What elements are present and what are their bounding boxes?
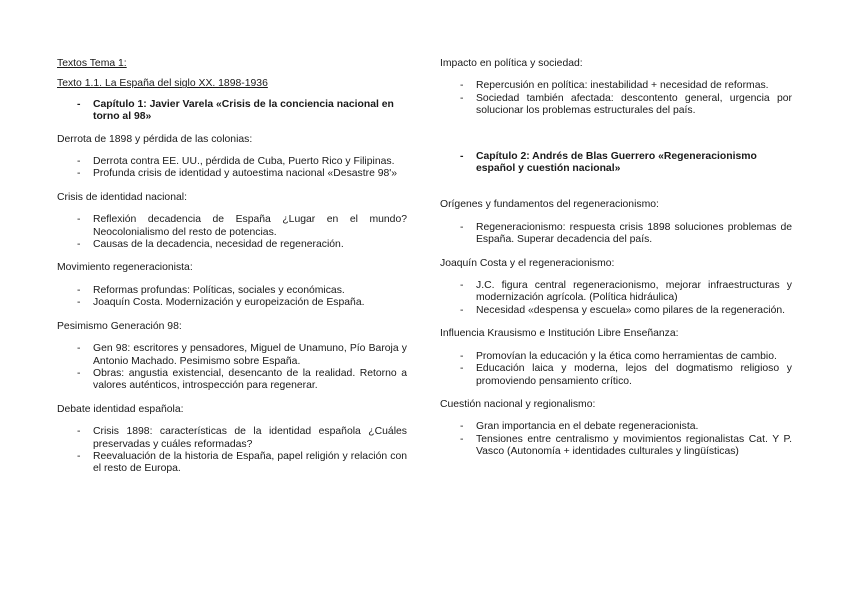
bullet-list [440,80,792,117]
list-item: - J.C. figura central regeneracionismo, mejorar infraestructuras y modernización agrícola. (Política hidráulica) [460,280,792,305]
bullet-list [440,421,792,458]
list-item: - Gen 98: escritores y pensadores, Miguel de Unamuno, Pío Baroja y Antonio Machado. Pesimismo sobre España. [77,343,407,368]
list-item: - Crisis 1898: características de la identidad española ¿Cuáles preservadas y cuáles reformadas? [77,426,407,451]
section-heading: Orígenes y fundamentos del regeneracionismo: [440,199,659,211]
list-item: - Reevaluación de la historia de España, papel religión y relación con el resto de Europa. [77,451,407,476]
list-item: - Promovían la educación y la ética como herramientas de cambio. [460,351,792,363]
section-heading: Pesimismo Generación 98: [57,320,182,332]
chapter-list [57,99,407,124]
list-item: - Necesidad «despensa y escuela» como pilares de la regeneración. [460,305,792,317]
list-item: - Joaquín Costa. Modernización y europeización de España. [77,297,407,309]
bullet-list [57,426,407,476]
list-item: - Reformas profundas: Políticas, sociales y económicas. [77,285,407,297]
list-item: - Tensiones entre centralismo y movimientos regionalistas Cat. Y P. Vasco (Autonomía + identidades culturales y lingüísticas) [460,434,792,459]
bullet-list [440,351,792,388]
document-title: Textos Tema 1: [57,58,127,69]
section-heading: Movimiento regeneracionista: [57,262,193,274]
list-item: - Derrota contra EE. UU., pérdida de Cuba, Puerto Rico y Filipinas. [77,156,407,168]
section-heading: Joaquín Costa y el regeneracionismo: [440,257,615,269]
bullet-list [440,280,792,317]
list-item: - Educación laica y moderna, lejos del dogmatismo religioso y promoviendo pensamiento crítico. [460,363,792,388]
list-item: - Regeneracionismo: respuesta crisis 1898 soluciones problemas de España. Superar decadencia del país. [460,222,792,247]
document-subtitle: Texto 1.1. La España del siglo XX. 1898-1936 [57,78,268,90]
bullet-list [440,222,792,247]
list-item: - Reflexión decadencia de España ¿Lugar en el mundo? Neocolonialismo del resto de potencias. [77,214,407,239]
list-item: - Repercusión en política: inestabilidad + necesidad de reformas. [460,80,792,92]
bullet-list [57,285,407,310]
spacer [440,129,792,151]
section-heading: Derrota de 1898 y pérdida de las colonias: [57,133,253,145]
bullet-list [57,214,407,251]
right-column [440,58,792,470]
section-heading: Crisis de identidad nacional: [57,191,187,203]
list-item: - Gran importancia en el debate regeneracionista. [460,421,792,433]
list-item: - Profunda crisis de identidad y autoestima nacional «Desastre 98'» [77,168,407,180]
section-heading: Debate identidad española: [57,403,184,415]
bullet-list [57,156,407,181]
chapter-1-title: - Capítulo 1: Javier Varela «Crisis de la conciencia nacional en torno al 98» [77,99,407,124]
chapter-list [440,151,792,176]
list-item: - Obras: angustia existencial, desencanto de la realidad. Retorno a valores auténticos, introspección para regenerar. [77,368,407,393]
chapter-2-title: - Capítulo 2: Andrés de Blas Guerrero «Regeneracionismo español y cuestión nacional» [460,151,792,176]
section-heading: Influencia Krausismo e Institución Libre Enseñanza: [440,328,679,340]
list-item: - Sociedad también afectada: descontento general, urgencia por solucionar los problemas estructurales del país. [460,93,792,118]
list-item: - Causas de la decadencia, necesidad de regeneración. [77,239,407,251]
left-column [57,58,407,487]
section-heading: Impacto en política y sociedad: [440,58,583,69]
bullet-list [57,343,407,393]
section-heading: Cuestión nacional y regionalismo: [440,398,596,410]
